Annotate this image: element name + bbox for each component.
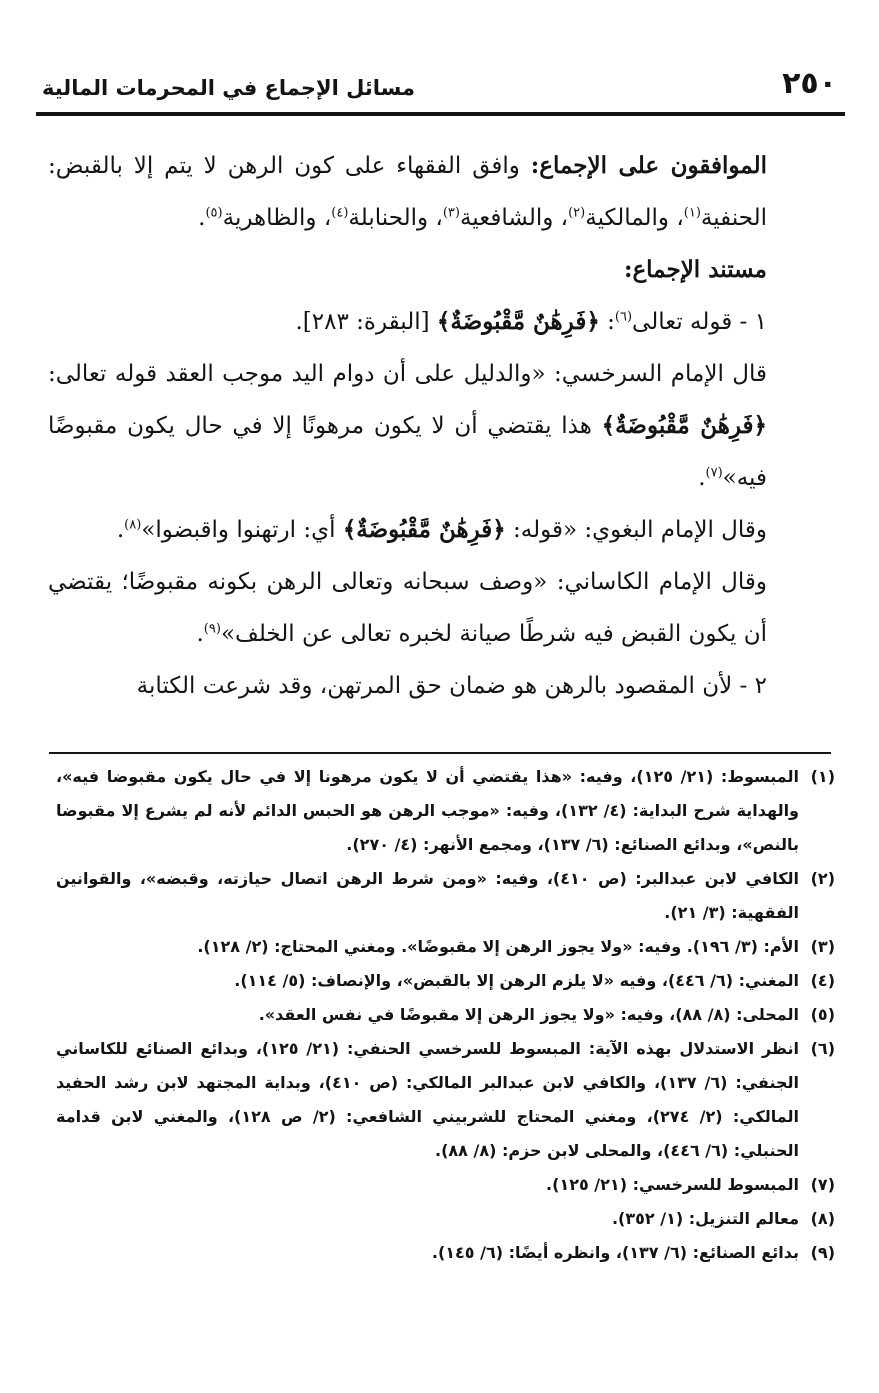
paragraph-text: ، والمالكية bbox=[585, 205, 684, 231]
header-rule bbox=[36, 112, 845, 116]
paragraph-text: قال الإمام السرخسي: «والدليل على أن دوام اليد موجب العقد قوله تعالى: bbox=[48, 361, 767, 387]
page-number: ٢٥٠ bbox=[782, 66, 837, 101]
footnotes bbox=[56, 760, 835, 1270]
footnote-number: (٨) bbox=[810, 1209, 835, 1228]
paragraph-text: . bbox=[116, 517, 125, 543]
main-text bbox=[48, 140, 807, 712]
footnote-text: الكافي لابن عبدالبر: (ص ٤١٠)، وفيه: «ومن شرط الرهن اتصال حيازته، وقبضه»، والقوانين الفقهية: (٣/ ٢١). bbox=[56, 869, 800, 922]
paragraph-text: [البقرة: ٢٨٣]. bbox=[295, 309, 437, 335]
footnote bbox=[56, 862, 835, 930]
paragraph-text: وقال الإمام البغوي: «قوله: bbox=[505, 517, 767, 543]
footnote-ref: (١) bbox=[683, 205, 701, 221]
footnote-text: المغني: (٦/ ٤٤٦)، وفيه «لا يلزم الرهن إلا بالقبض»، والإنصاف: (٥/ ١١٤). bbox=[234, 971, 799, 990]
page-header bbox=[36, 62, 845, 112]
footnote-ref: (٢) bbox=[568, 205, 586, 221]
quran-verse: ﴿فَرِهَٰنٌ مَّقْبُوضَةٌ﴾ bbox=[436, 308, 600, 335]
footnote bbox=[56, 1236, 835, 1270]
footnote-number: (٢) bbox=[810, 869, 835, 888]
footnote bbox=[56, 1168, 835, 1202]
footnote-text: بدائع الصنائع: (٦/ ١٣٧)، وانظره أيضًا: (٦/ ١٤٥). bbox=[431, 1243, 799, 1262]
paragraph-consensus-agreers bbox=[48, 140, 807, 244]
footnote bbox=[56, 998, 835, 1032]
footnote-ref: (٩) bbox=[203, 621, 221, 637]
footnote-ref: (٧) bbox=[705, 465, 723, 481]
paragraph-text: وقال الإمام الكاساني: «وصف سبحانه وتعالى الرهن بكونه مقبوضًا؛ يقتضي أن يكون القبض فيه شرطًا صيانة لخبره تعالى عن الخلف» bbox=[48, 569, 767, 647]
running-title: مسائل الإجماع في المحرمات المالية bbox=[42, 76, 415, 100]
paragraph-text: . bbox=[196, 621, 204, 647]
footnote bbox=[56, 964, 835, 998]
footnote-text: معالم التنزيل: (١/ ٣٥٢). bbox=[611, 1209, 799, 1228]
paragraph-text: وافق الفقهاء على كون الرهن لا يتم إلا بالقبض: الحنفية bbox=[48, 153, 767, 231]
footnote-ref: (٦) bbox=[614, 309, 633, 325]
footnote bbox=[56, 930, 835, 964]
footnote-text: المبسوط للسرخسي: (٢١/ ١٢٥). bbox=[546, 1175, 799, 1194]
footnote bbox=[56, 1202, 835, 1236]
footnote-ref: (٨) bbox=[124, 517, 142, 533]
footnote-ref: (٥) bbox=[205, 205, 223, 221]
section-heading: مستند الإجماع: bbox=[623, 256, 767, 283]
footnote-number: (٤) bbox=[810, 971, 835, 990]
footnote-number: (١) bbox=[810, 767, 835, 786]
paragraph-text: ، والحنابلة bbox=[348, 205, 443, 231]
footnote bbox=[56, 760, 835, 862]
paragraph-text: . bbox=[198, 205, 206, 231]
footnote-text: المحلى: (٨/ ٨٨)، وفيه: «ولا يجوز الرهن إلا مقبوضًا في نفس العقد». bbox=[258, 1005, 799, 1024]
paragraph-kasani-quote bbox=[48, 556, 807, 660]
paragraph-text: . bbox=[698, 465, 706, 491]
footnote-text: الأم: (٣/ ١٩٦). وفيه: «ولا يجوز الرهن إلا مقبوضًا». ومغني المحتاج: (٢/ ١٢٨). bbox=[197, 937, 799, 956]
footnote-number: (٦) bbox=[810, 1039, 835, 1058]
paragraph-text: ، والظاهرية bbox=[222, 205, 332, 231]
footnote-text: انظر الاستدلال بهذه الآية: المبسوط للسرخسي الحنفي: (٢١/ ١٢٥)، وبدائع الصنائع للكاساني الجنفي: (٦/ ١٣٧)، والكافي لابن عبدالبر المالكي: (ص ٤١٠)، وبداية المجتهد لابن رشد الحفيد المالكي: (٢/ ٢٧٤)، ومغني المحتاج للشربيني الشافعي: (٢/ ص ١٢٨)، والمغني لابن قدامة الحنبلي: (٦/ ٤٤٦)، والمحلى لابن حزم: (٨/ ٨٨). bbox=[56, 1039, 799, 1160]
paragraph-baghawi-quote bbox=[48, 504, 807, 556]
paragraph-text: ، والشافعية bbox=[459, 205, 569, 231]
paragraph-text: هذا يقتضي أن لا يكون مرهونًا إلا في حال يكون مقبوضًا فيه» bbox=[48, 413, 767, 491]
footnote bbox=[56, 1032, 835, 1168]
footnote-number: (٩) bbox=[810, 1243, 835, 1262]
paragraph-text: ١ - قوله تعالى bbox=[632, 309, 767, 335]
footnote-separator bbox=[49, 752, 831, 754]
paragraph-text: : bbox=[599, 309, 615, 335]
footnote-number: (٣) bbox=[810, 937, 835, 956]
footnote-number: (٧) bbox=[810, 1175, 835, 1194]
footnote-ref: (٣) bbox=[442, 205, 460, 221]
footnote-number: (٥) bbox=[810, 1005, 835, 1024]
footnote-ref: (٤) bbox=[331, 205, 349, 221]
quran-verse: ﴿فَرِهَٰنٌ مَّقْبُوضَةٌ﴾ bbox=[342, 516, 506, 543]
footnote-text: المبسوط: (٢١/ ١٢٥)، وفيه: «هذا يقتضي أن لا يكون مرهونا إلا في حال يكون مقبوضا فيه»، والهداية شرح البداية: (٤/ ١٣٢)، وفيه: «موجب الرهن هو الحبس الدائم لأنه لم يشرع إلا مقبوضا بالنص»، وبدائع الصنائع: (٦/ ١٣٧)، ومجمع الأنهر: (٤/ ٢٧٠). bbox=[56, 767, 800, 854]
paragraph-evidence-2: ٢ - لأن المقصود بالرهن هو ضمان حق المرتهن، وقد شرعت الكتابة bbox=[136, 673, 767, 699]
paragraph-sarakhsi-quote bbox=[48, 348, 807, 504]
section-heading: الموافقون على الإجماع: bbox=[530, 152, 768, 179]
quran-verse: ﴿فَرِهَٰنٌ مَّقْبُوضَةٌ﴾ bbox=[601, 412, 768, 439]
paragraph-text: أي: ارتهنوا واقبضوا» bbox=[141, 517, 343, 543]
paragraph-evidence-1 bbox=[48, 296, 807, 348]
